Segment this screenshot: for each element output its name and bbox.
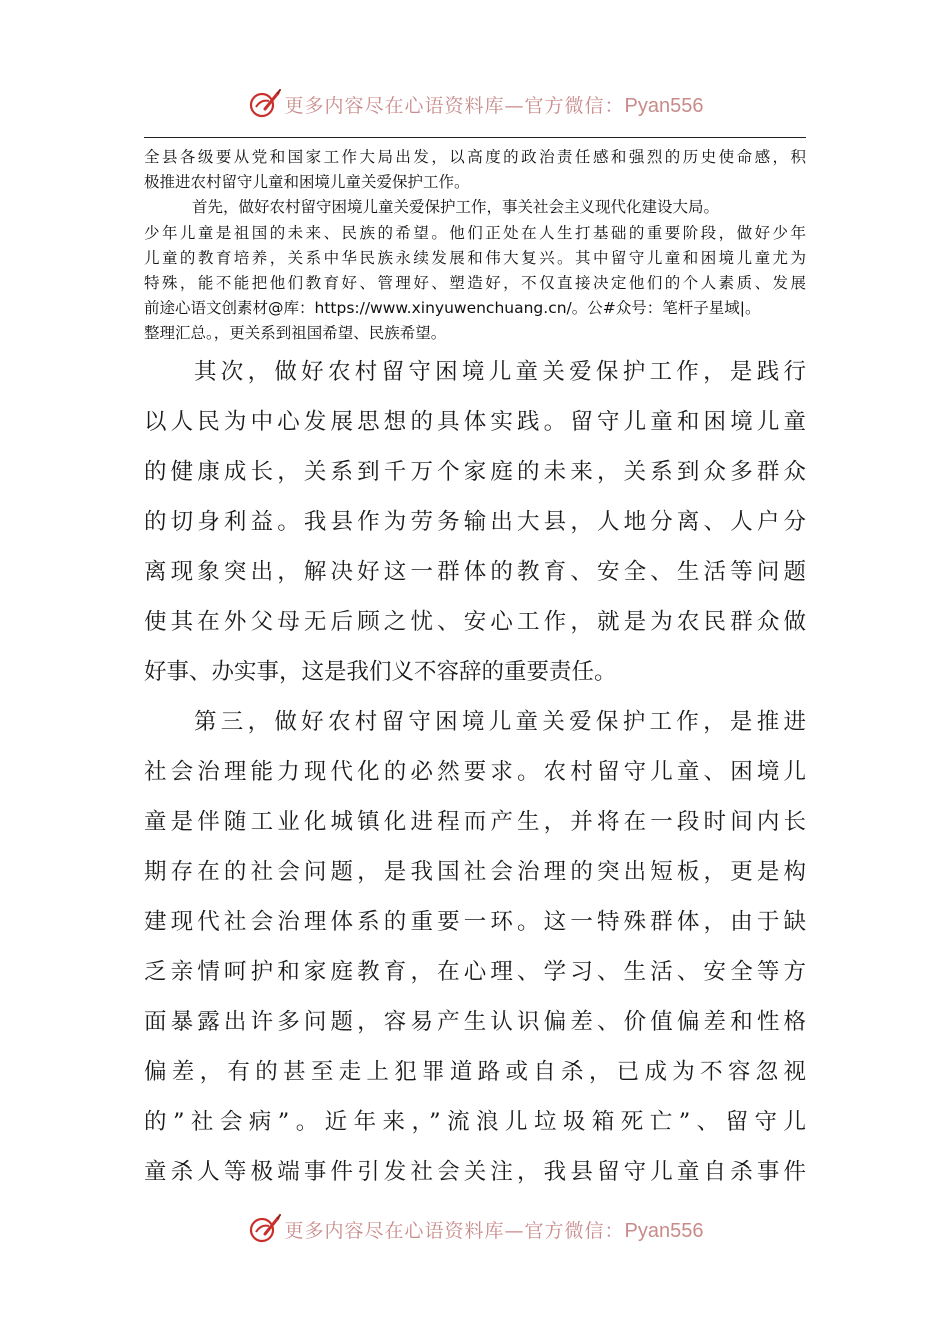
body-line: 社会治理能力现代化的必然要求。农村留守儿童、困境儿 [144,759,806,785]
body-line: 其次，做好农村留守困境儿童关爱保护工作，是践行 [194,359,806,385]
body-line: 离现象突出，解决好这一群体的教育、安全、生活等问题 [144,559,806,585]
body-line: 面暴露出许多问题，容易产生认识偏差、价值偏差和性格 [144,1009,806,1035]
body-line: 的”社会病”。近年来，”流浪儿垃圾箱死亡”、留守儿 [144,1109,806,1135]
pen-logo-icon [247,1212,281,1246]
pen-logo-icon [247,87,281,121]
body-line: 以人民为中心发展思想的具体实践。留守儿童和困境儿童 [144,409,806,435]
header-rule [144,137,806,138]
body-line: 的切身利益。我县作为劳务输出大县，人地分离、人户分 [144,509,806,535]
body-line: 的健康成长，关系到千万个家庭的未来，关系到众多群众 [144,459,806,485]
intro-section [144,145,806,347]
paragraph-third [144,697,806,1197]
paragraph-second [144,347,806,697]
body-line: 偏差，有的甚至走上犯罪道路或自杀，已成为不容忽视 [144,1059,806,1085]
intro-line: 少年儿童是祖国的未来、民族的希望。他们正处在人生打基础的重要阶段，做好少年 [144,223,806,242]
watermark-text: 更多内容尽在心语资料库—官方微信：Pyan556 [284,94,704,117]
body-line: 第三，做好农村留守困境儿童关爱保护工作，是推进 [194,709,806,735]
body-line: 期存在的社会问题，是我国社会治理的突出短板，更是构 [144,859,806,885]
footer-watermark [0,1209,950,1249]
intro-line: 前途心语文创素材@库：https://www.xinyuwenchuang.cn/。公#众号：笔杆子星域|。 [144,299,761,318]
body-line: 使其在外父母无后顾之忧、安心工作，就是为农民群众做 [144,609,806,635]
intro-line: 儿童的教育培养，关系中华民族永续发展和伟大复兴。其中留守儿童和困境儿童尤为 [144,248,806,267]
main-body [144,347,806,1197]
body-line: 好事、办实事，这是我们义不容辞的重要责任。 [144,659,617,685]
intro-line: 极推进农村留守儿童和困境儿童关爱保护工作。 [144,173,470,192]
intro-line: 特殊，能不能把他们教育好、管理好、塑造好，不仅直接决定他们的个人素质、发展 [144,273,806,292]
body-line: 乏亲情呵护和家庭教育，在心理、学习、生活、安全等方 [144,959,806,985]
intro-line: 首先，做好农村留守困境儿童关爱保护工作，事关社会主义现代化建设大局。 [192,198,720,217]
intro-line: 整理汇总。，更关系到祖国希望、民族希望。 [144,324,447,343]
watermark-text: 更多内容尽在心语资料库—官方微信：Pyan556 [284,1219,704,1242]
body-line: 建现代社会治理体系的重要一环。这一特殊群体，由于缺 [144,909,806,935]
intro-line: 全县各级要从党和国家工作大局出发，以高度的政治责任感和强烈的历史使命感，积 [144,148,806,166]
body-line: 童是伴随工业化城镇化进程而产生，并将在一段时间内长 [144,809,806,835]
body-line: 童杀人等极端事件引发社会关注，我县留守儿童自杀事件 [144,1159,806,1185]
header-watermark [0,84,950,124]
